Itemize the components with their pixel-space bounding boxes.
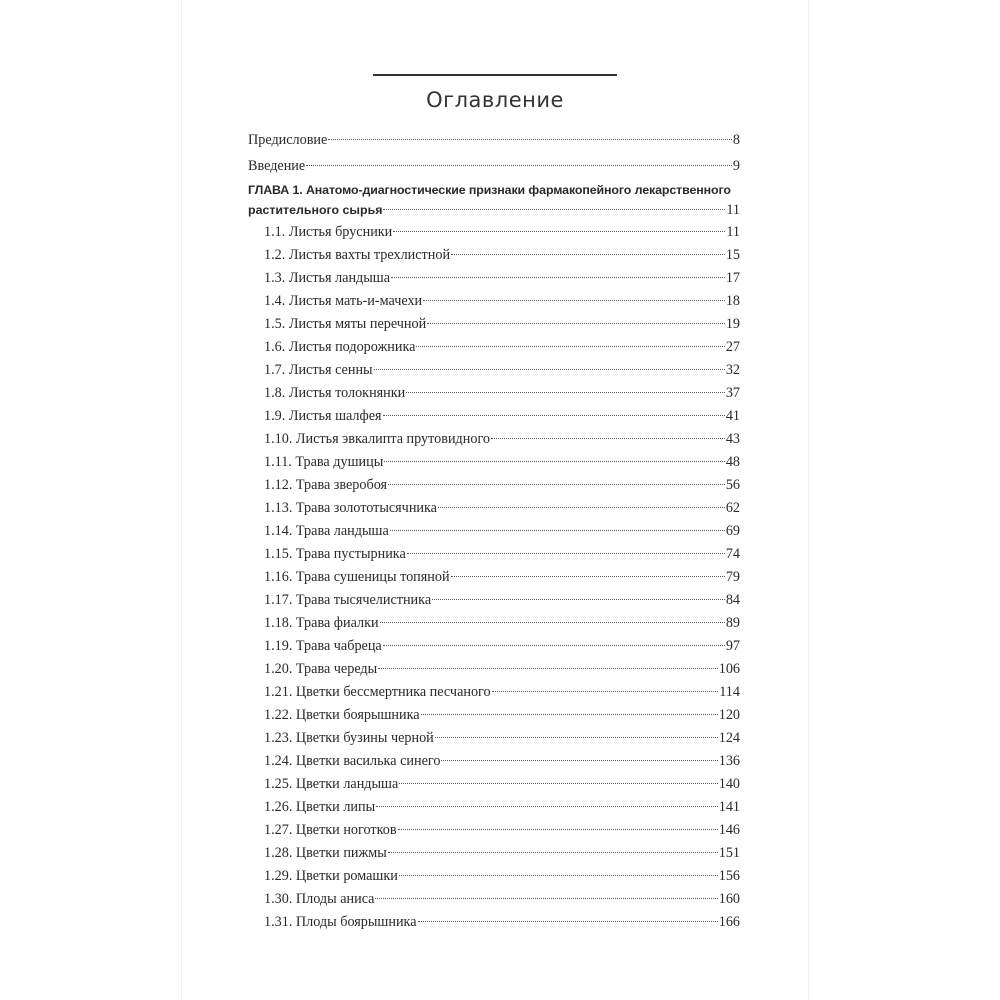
toc-section-label: 1.11. Трава душицы (264, 454, 384, 470)
toc-section-page: 146 (718, 822, 740, 838)
toc-section-page: 106 (718, 661, 740, 677)
toc-section-page: 32 (725, 362, 740, 378)
toc-section-entry[interactable] (248, 267, 740, 290)
toc-section-page: 141 (718, 799, 740, 815)
dot-leader (491, 438, 725, 439)
dot-leader (451, 576, 725, 577)
toc-section-entry[interactable] (248, 336, 740, 359)
dot-leader (375, 898, 717, 899)
toc-section-entry[interactable] (248, 727, 740, 750)
dot-leader (390, 530, 725, 531)
toc-section-entry[interactable] (248, 681, 740, 704)
toc-section-entry[interactable] (248, 520, 740, 543)
toc-chapter-1[interactable] (248, 181, 740, 221)
toc-section-entry[interactable] (248, 635, 740, 658)
toc-section-entry[interactable] (248, 543, 740, 566)
toc-section-label: 1.5. Листья мяты перечной (264, 316, 427, 332)
toc-section-label: 1.15. Трава пустырника (264, 546, 406, 562)
toc-section-label: 1.30. Плоды аниса (264, 891, 375, 907)
toc-section-page: 114 (719, 684, 740, 700)
toc-section-page: 84 (725, 592, 740, 608)
dot-leader (374, 369, 725, 370)
toc-section-label: 1.23. Цветки бузины черной (264, 730, 434, 746)
toc-section-entry[interactable] (248, 566, 740, 589)
toc-section-page: 43 (725, 431, 740, 447)
toc-section-entry[interactable] (248, 428, 740, 451)
toc-section-page: 27 (725, 339, 740, 355)
toc-section-page: 124 (718, 730, 740, 746)
toc-section-label: 1.3. Листья ландыша (264, 270, 391, 286)
toc-section-entry[interactable] (248, 819, 740, 842)
toc-entry-preface[interactable] (248, 129, 740, 155)
dot-leader (432, 599, 725, 600)
toc-section-label: 1.29. Цветки ромашки (264, 868, 398, 884)
dot-leader (406, 392, 725, 393)
toc-section-page: 19 (725, 316, 740, 332)
toc-section-page: 56 (725, 477, 740, 493)
toc-section-label: 1.21. Цветки бессмертника песчаного (264, 684, 491, 700)
toc-section-entry[interactable] (248, 773, 740, 796)
toc-section-entry[interactable] (248, 221, 740, 244)
toc-section-entry[interactable] (248, 589, 740, 612)
dot-leader (383, 415, 725, 416)
toc-section-page: 62 (725, 500, 740, 516)
toc-section-entry[interactable] (248, 888, 740, 911)
dot-leader (380, 622, 725, 623)
toc-section-label: 1.20. Трава череды (264, 661, 378, 677)
section-list (248, 221, 740, 934)
toc-section-label: 1.31. Плоды боярышника (264, 914, 417, 930)
dot-leader (378, 668, 718, 669)
toc-section-label: 1.17. Трава тысячелистника (264, 592, 432, 608)
dot-leader (416, 346, 724, 347)
toc-section-label: 1.18. Трава фиалки (264, 615, 379, 631)
toc-section-entry[interactable] (248, 474, 740, 497)
toc-section-page: 74 (725, 546, 740, 562)
toc-section-entry[interactable] (248, 451, 740, 474)
dot-leader (384, 461, 725, 462)
toc-section-entry[interactable] (248, 497, 740, 520)
dot-leader (451, 254, 725, 255)
toc-section-page: 140 (718, 776, 740, 792)
toc-section-page: 69 (725, 523, 740, 539)
dot-leader (388, 484, 725, 485)
toc-section-label: 1.16. Трава сушеницы топяной (264, 569, 450, 585)
toc-section-label: 1.6. Листья подорожника (264, 339, 416, 355)
toc-section-label: 1.14. Трава ландыша (264, 523, 389, 539)
dot-leader (423, 300, 725, 301)
toc-section-label: 1.26. Цветки липы (264, 799, 376, 815)
toc-entry-label: Предисловие (248, 132, 328, 148)
dot-leader (376, 806, 718, 807)
chapter-page: 11 (726, 202, 740, 218)
toc-section-label: 1.19. Трава чабреца (264, 638, 382, 654)
dot-leader (421, 714, 718, 715)
dot-leader (393, 231, 725, 232)
chapter-title-line-1: ГЛАВА 1. Анатомо-диагностические признаки фармакопейного лекарственного (248, 183, 731, 197)
toc-section-label: 1.8. Листья толокнянки (264, 385, 406, 401)
toc-section-entry[interactable] (248, 313, 740, 336)
toc-section-label: 1.9. Листья шалфея (264, 408, 382, 424)
dot-leader (399, 875, 718, 876)
page-title: Оглавление (426, 88, 564, 112)
dot-leader (435, 737, 718, 738)
dot-leader (492, 691, 719, 692)
toc-section-entry[interactable] (248, 796, 740, 819)
table-of-contents (248, 129, 740, 934)
toc-section-label: 1.12. Трава зверобоя (264, 477, 388, 493)
toc-section-label: 1.27. Цветки ноготков (264, 822, 397, 838)
dot-leader (383, 209, 725, 210)
toc-section-page: 11 (726, 224, 740, 240)
toc-entry-introduction[interactable] (248, 155, 740, 181)
toc-section-entry[interactable] (248, 750, 740, 773)
title-rule (373, 74, 617, 76)
toc-section-page: 120 (718, 707, 740, 723)
toc-section-entry[interactable] (248, 658, 740, 681)
chapter-title-line-2: растительного сырья (248, 203, 383, 217)
toc-entry-page: 8 (732, 132, 740, 148)
toc-section-label: 1.13. Трава золототысячника (264, 500, 437, 516)
dot-leader (418, 921, 718, 922)
toc-section-page: 166 (718, 914, 740, 930)
toc-section-label: 1.1. Листья брусники (264, 224, 393, 240)
chapter-title-line-2-row (248, 199, 740, 221)
page-edge-left (181, 0, 182, 1000)
toc-section-page: 18 (725, 293, 740, 309)
dot-leader (407, 553, 725, 554)
toc-section-entry[interactable] (248, 704, 740, 727)
toc-section-label: 1.10. Листья эвкалипта прутовидного (264, 431, 491, 447)
dot-leader (383, 645, 725, 646)
toc-entry-page: 9 (732, 157, 740, 174)
toc-section-label: 1.4. Листья мать-и-мачехи (264, 293, 423, 309)
toc-section-entry[interactable] (248, 405, 740, 428)
toc-section-page: 156 (718, 868, 740, 884)
toc-section-page: 160 (718, 891, 740, 907)
page-edge-right (808, 0, 809, 1000)
toc-section-page: 97 (725, 638, 740, 654)
dot-leader (391, 277, 725, 278)
toc-section-label: 1.28. Цветки пижмы (264, 845, 387, 861)
dot-leader (427, 323, 725, 324)
toc-section-page: 17 (725, 270, 740, 286)
toc-section-entry[interactable] (248, 911, 740, 934)
toc-section-page: 151 (718, 845, 740, 861)
toc-section-page: 15 (725, 247, 740, 263)
dot-leader (438, 507, 725, 508)
toc-section-page: 89 (725, 615, 740, 631)
toc-section-entry[interactable] (248, 382, 740, 405)
toc-section-page: 41 (725, 408, 740, 424)
dot-leader (328, 139, 732, 140)
toc-section-page: 37 (725, 385, 740, 401)
dot-leader (388, 852, 718, 853)
toc-section-entry[interactable] (248, 244, 740, 267)
dot-leader (399, 783, 717, 784)
toc-section-entry[interactable] (248, 359, 740, 382)
toc-section-page: 136 (718, 753, 740, 769)
dot-leader (398, 829, 718, 830)
toc-section-page: 79 (725, 569, 740, 585)
toc-section-entry[interactable] (248, 842, 740, 865)
toc-section-label: 1.24. Цветки василька синего (264, 753, 441, 769)
toc-section-label: 1.7. Листья сенны (264, 362, 373, 378)
toc-section-entry[interactable] (248, 290, 740, 313)
toc-section-label: 1.25. Цветки ландыша (264, 776, 399, 792)
toc-section-entry[interactable] (248, 612, 740, 635)
toc-entry-label: Введение (248, 157, 306, 174)
toc-section-label: 1.2. Листья вахты трехлистной (264, 247, 451, 263)
toc-section-label: 1.22. Цветки боярышника (264, 707, 420, 723)
dot-leader (441, 760, 717, 761)
toc-section-page: 48 (725, 454, 740, 470)
dot-leader (306, 165, 732, 166)
toc-section-entry[interactable] (248, 865, 740, 888)
